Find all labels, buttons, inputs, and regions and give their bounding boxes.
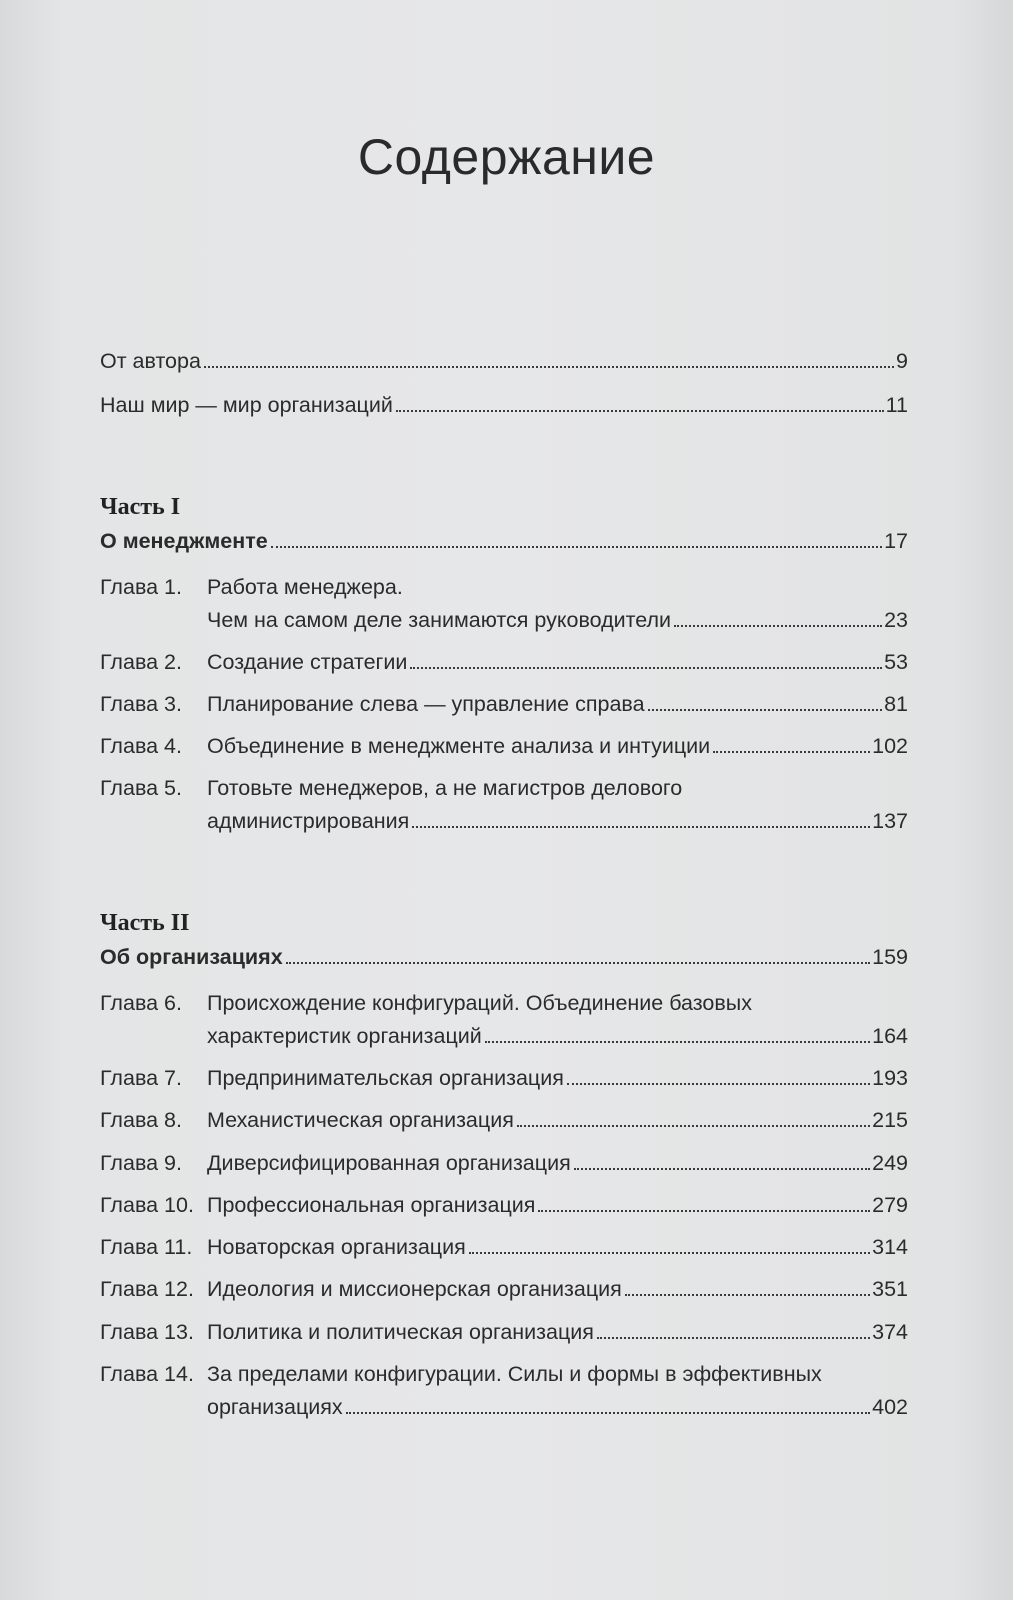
toc-page-number: 11 (885, 393, 908, 417)
toc-chapter-8 (100, 1107, 908, 1133)
dot-leader (538, 1210, 870, 1212)
chapter-title-line1: Работа менеджера. (207, 575, 403, 599)
dot-leader (713, 751, 870, 753)
toc-entry-text: Наш мир — мир организаций (100, 393, 393, 417)
chapter-label: Глава 7. (100, 1066, 182, 1090)
toc-page-number: 53 (884, 650, 908, 674)
chapter-title-line2: характеристик организаций (207, 1024, 482, 1048)
toc-page-number: 215 (872, 1108, 908, 1132)
chapter-title-line2: администрирования (207, 809, 410, 833)
dot-leader (674, 625, 882, 627)
toc-entry-text: Об организациях (100, 945, 283, 969)
chapter-title: Политика и политическая организация (207, 1320, 594, 1344)
dot-leader (204, 366, 894, 368)
dot-leader (597, 1337, 870, 1339)
toc-page-number: 314 (872, 1235, 908, 1259)
dot-leader (412, 826, 870, 828)
toc-entry-our-world (100, 392, 908, 418)
toc-page-number: 81 (884, 692, 908, 716)
chapter-label: Глава 1. (100, 575, 182, 599)
part-2-heading (100, 944, 908, 970)
toc-page-number: 402 (872, 1395, 908, 1419)
chapter-title: Новаторская организация (207, 1235, 466, 1259)
toc-chapter-1 (100, 574, 908, 600)
dot-leader (469, 1252, 870, 1254)
toc-entry-text: О менеджменте (100, 529, 268, 553)
chapter-title: Объединение в менеджменте анализа и интуиции (207, 734, 711, 758)
toc-chapter-11 (100, 1234, 908, 1260)
chapter-label: Глава 13. (100, 1320, 194, 1344)
chapter-title: Предпринимательская организация (207, 1066, 564, 1090)
chapter-title-line2: организациях (207, 1395, 343, 1419)
toc-chapter-1-cont (100, 607, 908, 633)
toc-page-number: 279 (872, 1193, 908, 1217)
toc-page-number: 374 (872, 1320, 908, 1344)
chapter-label: Глава 14. (100, 1362, 194, 1386)
chapter-title-line1: Происхождение конфигураций. Объединение базовых (207, 991, 752, 1015)
toc-page-number: 102 (872, 734, 908, 758)
chapter-label: Глава 8. (100, 1108, 182, 1132)
toc-chapter-6-cont (100, 1023, 908, 1049)
toc-chapter-2 (100, 649, 908, 675)
chapter-label: Глава 5. (100, 776, 182, 800)
chapter-title: Планирование слева — управление справа (207, 692, 645, 716)
toc-chapter-5-cont (100, 808, 908, 834)
chapter-label: Глава 10. (100, 1193, 194, 1217)
toc-chapter-9 (100, 1150, 908, 1176)
toc-chapter-14-cont (100, 1394, 908, 1420)
chapter-label: Глава 6. (100, 991, 182, 1015)
toc-chapter-6 (100, 990, 908, 1016)
chapter-label: Глава 3. (100, 692, 182, 716)
chapter-label: Глава 11. (100, 1235, 193, 1259)
toc-chapter-3 (100, 691, 908, 717)
toc-chapter-13 (100, 1319, 908, 1345)
toc-page-number: 159 (872, 945, 908, 969)
dot-leader (485, 1041, 870, 1043)
toc-entry-author-foreword (100, 348, 908, 374)
chapter-title-line1: За пределами конфигурации. Силы и формы в эффективных (207, 1362, 822, 1386)
dot-leader (517, 1125, 870, 1127)
chapter-title: Идеология и миссионерская организация (207, 1277, 622, 1301)
toc-chapter-5 (100, 775, 908, 801)
chapter-title: Профессиональная организация (207, 1193, 536, 1217)
dot-leader (286, 962, 870, 964)
dot-leader (410, 667, 882, 669)
toc-chapter-14 (100, 1361, 908, 1387)
chapter-title-line2: Чем на самом деле занимаются руководители (207, 608, 672, 632)
toc-page-number: 17 (884, 529, 908, 553)
part-2-label: Часть II (100, 910, 190, 936)
chapter-title-line1: Готовьте менеджеров, а не магистров делового (207, 776, 683, 800)
toc-page-number: 193 (872, 1066, 908, 1090)
chapter-label: Глава 12. (100, 1277, 194, 1301)
toc-entry-text: От автора (100, 349, 201, 373)
toc-chapter-7 (100, 1065, 908, 1091)
chapter-title: Создание стратегии (207, 650, 408, 674)
toc-page-number: 164 (872, 1024, 908, 1048)
dot-leader (625, 1294, 870, 1296)
toc-chapter-12 (100, 1276, 908, 1302)
dot-leader (574, 1168, 870, 1170)
chapter-label: Глава 9. (100, 1151, 182, 1175)
toc-page-number: 351 (872, 1277, 908, 1301)
part-1-heading (100, 528, 908, 554)
toc-page-number: 249 (872, 1151, 908, 1175)
chapter-title: Механистическая организация (207, 1108, 514, 1132)
dot-leader (271, 546, 882, 548)
chapter-label: Глава 4. (100, 734, 182, 758)
part-1-label: Часть I (100, 494, 181, 520)
toc-chapter-10 (100, 1192, 908, 1218)
dot-leader (396, 410, 884, 412)
chapter-label: Глава 2. (100, 650, 182, 674)
toc-page-number: 9 (896, 349, 908, 373)
toc-page-number: 23 (884, 608, 908, 632)
toc-chapter-4 (100, 733, 908, 759)
dot-leader (346, 1412, 870, 1414)
chapter-title: Диверсифицированная организация (207, 1151, 571, 1175)
page-title: Содержание (357, 129, 656, 185)
dot-leader (648, 709, 883, 711)
toc-page-number: 137 (872, 809, 908, 833)
dot-leader (567, 1083, 870, 1085)
